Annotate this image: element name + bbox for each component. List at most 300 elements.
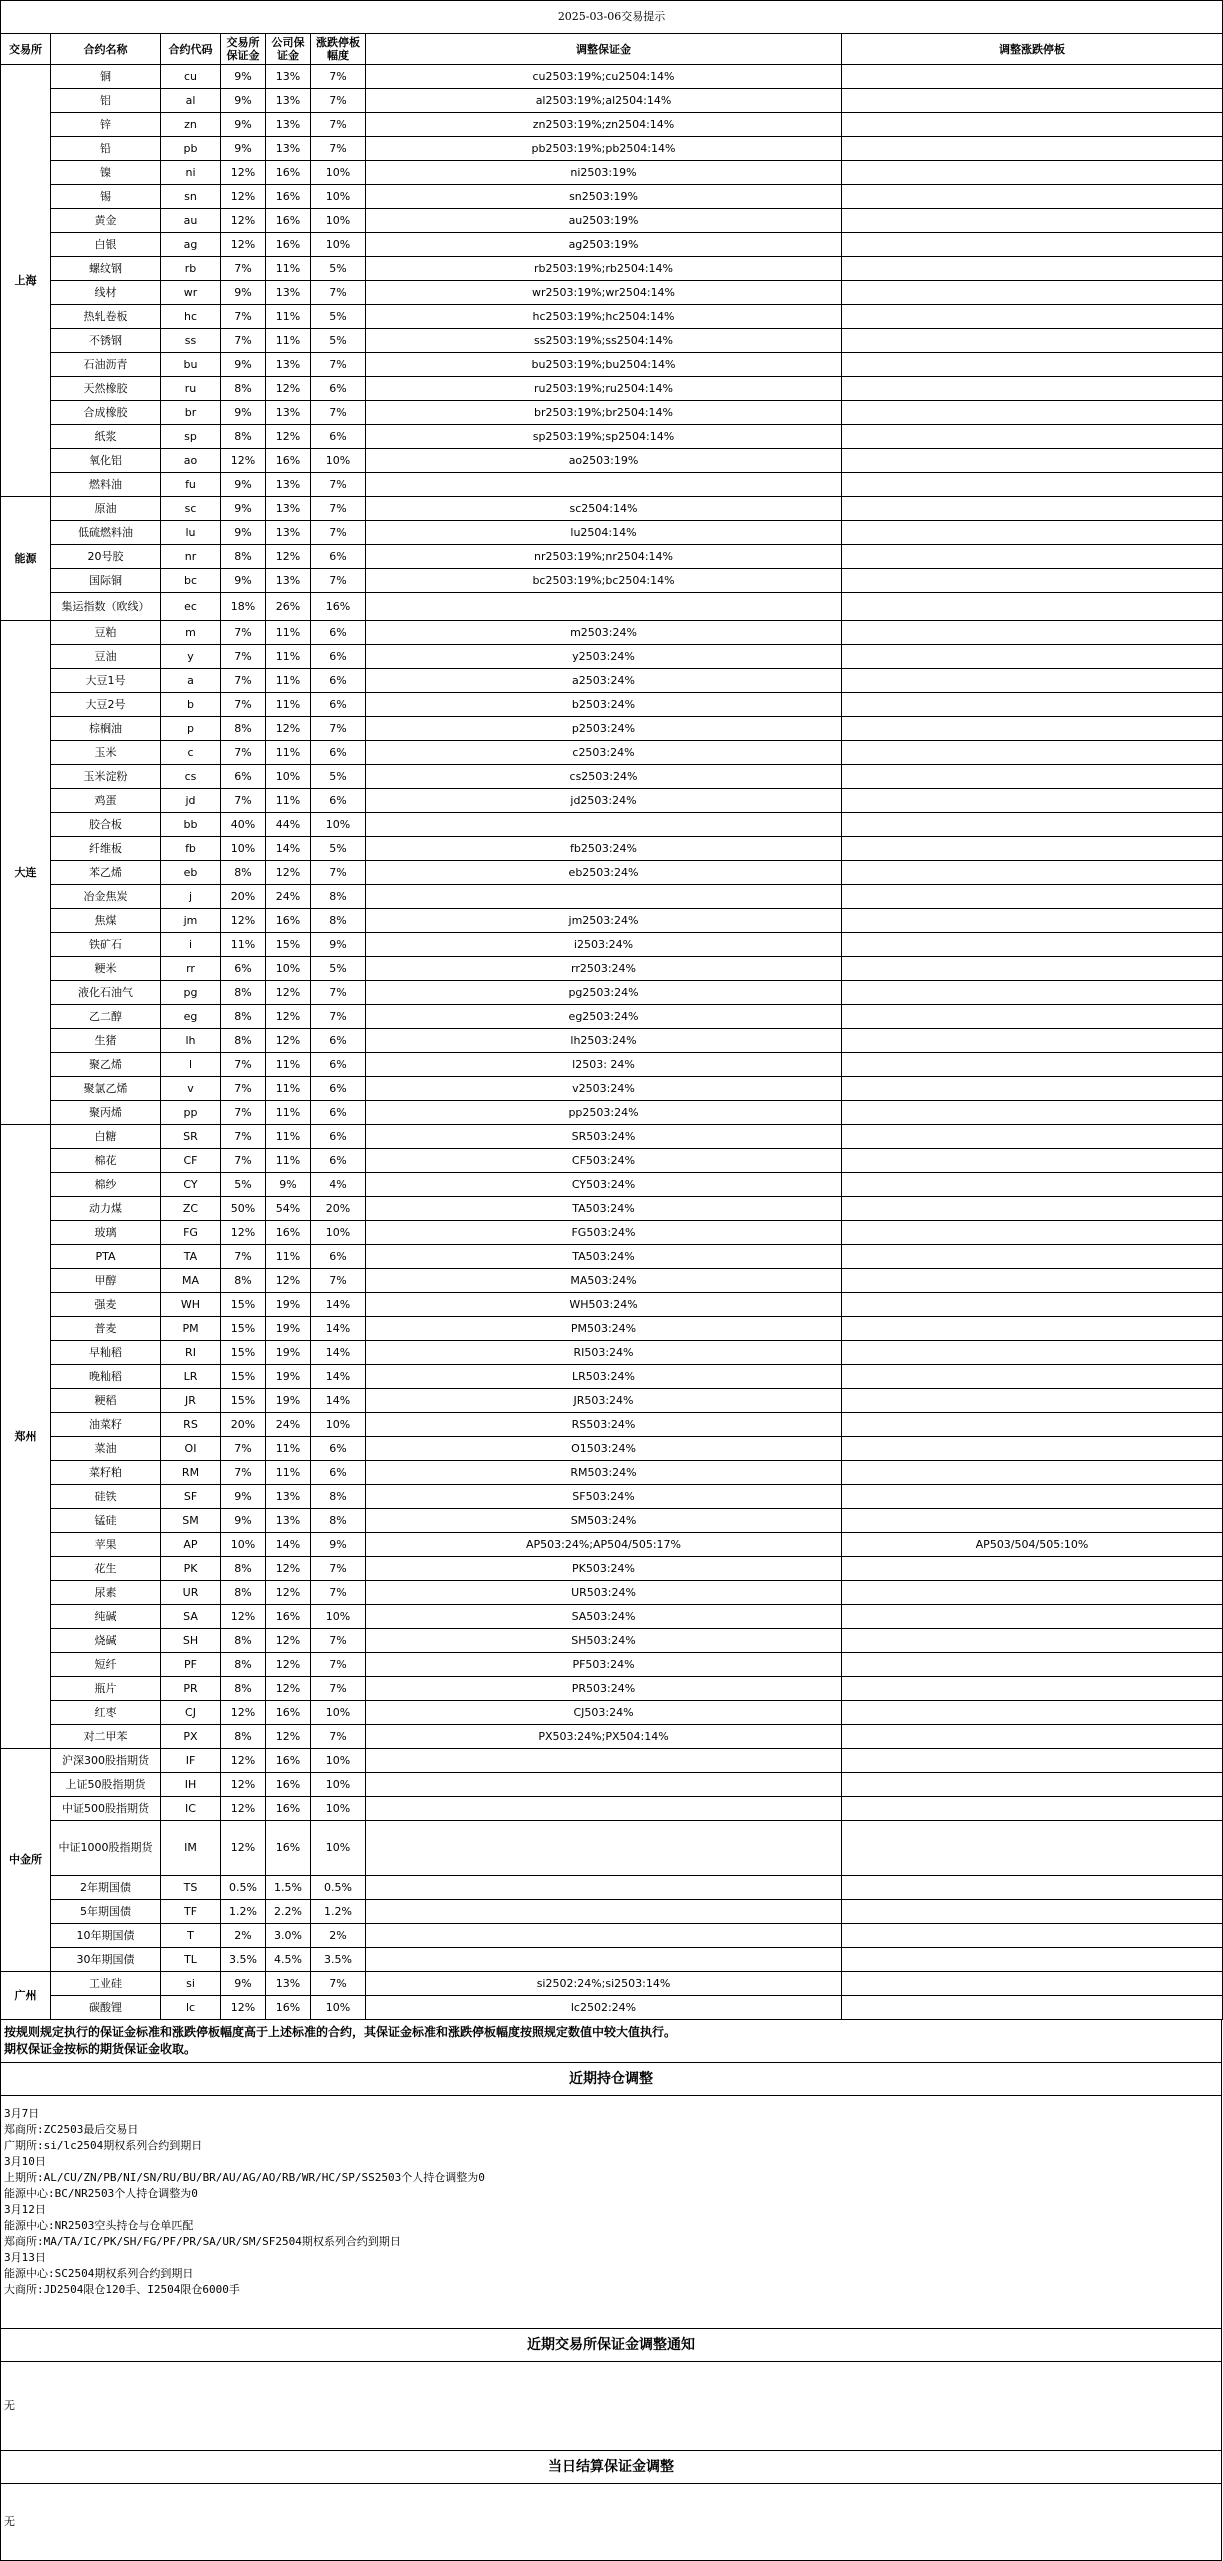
contract-name-cell: 低硫燃料油: [51, 521, 161, 545]
contract-name-cell: 花生: [51, 1557, 161, 1581]
contract-name-cell: 普麦: [51, 1317, 161, 1341]
adjusted-margin-cell: TA503:24%: [366, 1245, 842, 1269]
adjusted-margin-cell: [366, 813, 842, 837]
contract-code-cell: v: [161, 1077, 221, 1101]
exchange-margin-cell: 12%: [221, 1701, 266, 1725]
company-margin-cell: 16%: [266, 185, 311, 209]
price-limit-cell: 7%: [311, 137, 366, 161]
table-row: [1, 401, 1223, 425]
price-limit-cell: 6%: [311, 1125, 366, 1149]
contract-code-cell: j: [161, 885, 221, 909]
adjusted-margin-cell: RI503:24%: [366, 1341, 842, 1365]
contract-code-cell: al: [161, 89, 221, 113]
price-limit-cell: 6%: [311, 693, 366, 717]
exchange-margin-cell: 11%: [221, 933, 266, 957]
table-row: [1, 1077, 1223, 1101]
company-margin-cell: 12%: [266, 981, 311, 1005]
contract-code-cell: cu: [161, 65, 221, 89]
contract-name-cell: 玉米淀粉: [51, 765, 161, 789]
company-margin-cell: 3.0%: [266, 1924, 311, 1948]
price-limit-cell: 2%: [311, 1924, 366, 1948]
adjusted-margin-cell: pg2503:24%: [366, 981, 842, 1005]
adjusted-limit-cell: [842, 717, 1223, 741]
contract-name-cell: 石油沥青: [51, 353, 161, 377]
table-row: [1, 545, 1223, 569]
adjusted-limit-cell: [842, 1317, 1223, 1341]
adjusted-limit-cell: [842, 185, 1223, 209]
exchange-margin-cell: 7%: [221, 1101, 266, 1125]
price-limit-cell: 6%: [311, 1437, 366, 1461]
company-margin-cell: 12%: [266, 717, 311, 741]
adjusted-margin-cell: lu2504:14%: [366, 521, 842, 545]
adjusted-margin-cell: ao2503:19%: [366, 449, 842, 473]
adjusted-limit-cell: [842, 837, 1223, 861]
exchange-margin-cell: 7%: [221, 257, 266, 281]
company-margin-cell: 13%: [266, 401, 311, 425]
exchange-cell: 能源: [1, 497, 51, 621]
exchange-margin-cell: 1.2%: [221, 1900, 266, 1924]
position-adjust-line: 3月10日: [4, 2155, 46, 2168]
contract-code-cell: SM: [161, 1509, 221, 1533]
contract-name-cell: 胶合板: [51, 813, 161, 837]
contract-name-cell: 中证500股指期货: [51, 1797, 161, 1821]
exchange-margin-cell: 6%: [221, 957, 266, 981]
adjusted-limit-cell: [842, 1557, 1223, 1581]
exchange-margin-cell: 8%: [221, 1005, 266, 1029]
exchange-margin-cell: 15%: [221, 1341, 266, 1365]
table-row: [1, 1605, 1223, 1629]
table-row: [1, 669, 1223, 693]
table-row: [1, 1053, 1223, 1077]
adjusted-margin-cell: sp2503:19%;sp2504:14%: [366, 425, 842, 449]
contract-code-cell: AP: [161, 1533, 221, 1557]
price-limit-cell: 9%: [311, 933, 366, 957]
contract-code-cell: IM: [161, 1821, 221, 1876]
adjusted-margin-cell: [366, 885, 842, 909]
adjusted-limit-cell: [842, 1269, 1223, 1293]
adjusted-margin-cell: nr2503:19%;nr2504:14%: [366, 545, 842, 569]
company-margin-cell: 16%: [266, 233, 311, 257]
contract-name-cell: 瓶片: [51, 1677, 161, 1701]
price-limit-cell: 7%: [311, 1005, 366, 1029]
contract-name-cell: 纤维板: [51, 837, 161, 861]
contract-code-cell: TS: [161, 1876, 221, 1900]
table-row: [1, 425, 1223, 449]
price-limit-cell: 7%: [311, 1269, 366, 1293]
contract-code-cell: ec: [161, 593, 221, 621]
exchange-margin-cell: 9%: [221, 1509, 266, 1533]
adjusted-limit-cell: [842, 1221, 1223, 1245]
exchange-margin-cell: 15%: [221, 1365, 266, 1389]
adjusted-limit-cell: [842, 645, 1223, 669]
table-row: [1, 521, 1223, 545]
contract-name-cell: 冶金焦炭: [51, 885, 161, 909]
table-row: [1, 1485, 1223, 1509]
contract-name-cell: 豆粕: [51, 621, 161, 645]
exchange-margin-cell: 8%: [221, 1557, 266, 1581]
adjusted-margin-cell: [366, 593, 842, 621]
company-margin-cell: 16%: [266, 1773, 311, 1797]
exchange-margin-cell: 9%: [221, 401, 266, 425]
price-limit-cell: 10%: [311, 813, 366, 837]
company-margin-cell: 12%: [266, 377, 311, 401]
exchange-margin-cell: 9%: [221, 281, 266, 305]
contract-code-cell: JR: [161, 1389, 221, 1413]
company-margin-cell: 13%: [266, 281, 311, 305]
adjusted-limit-cell: [842, 401, 1223, 425]
price-limit-cell: 7%: [311, 861, 366, 885]
position-adjust-line: 3月7日: [4, 2107, 40, 2120]
adjusted-limit-cell: [842, 209, 1223, 233]
adjusted-limit-cell: [842, 65, 1223, 89]
price-limit-cell: 7%: [311, 473, 366, 497]
company-margin-cell: 13%: [266, 1972, 311, 1996]
contract-code-cell: eb: [161, 861, 221, 885]
table-row: [1, 1197, 1223, 1221]
adjusted-limit-cell: [842, 1821, 1223, 1876]
table-row: [1, 377, 1223, 401]
contract-name-cell: 粳米: [51, 957, 161, 981]
company-margin-cell: 16%: [266, 1821, 311, 1876]
exchange-margin-cell: 9%: [221, 89, 266, 113]
table-row: [1, 1821, 1223, 1876]
company-margin-cell: 11%: [266, 1461, 311, 1485]
contract-code-cell: y: [161, 645, 221, 669]
price-limit-cell: 7%: [311, 1677, 366, 1701]
adjusted-margin-cell: [366, 1797, 842, 1821]
table-row: [1, 885, 1223, 909]
adjusted-margin-cell: bc2503:19%;bc2504:14%: [366, 569, 842, 593]
contract-code-cell: LR: [161, 1365, 221, 1389]
contract-code-cell: lu: [161, 521, 221, 545]
exchange-margin-cell: 8%: [221, 981, 266, 1005]
adjusted-margin-cell: a2503:24%: [366, 669, 842, 693]
contract-name-cell: 碳酸锂: [51, 1996, 161, 2020]
contract-name-cell: 工业硅: [51, 1972, 161, 1996]
exchange-margin-cell: 8%: [221, 1629, 266, 1653]
table-row: [1, 497, 1223, 521]
header-company-margin: 公司保证金: [266, 34, 311, 65]
price-limit-cell: 6%: [311, 1053, 366, 1077]
table-row: [1, 813, 1223, 837]
table-row: [1, 305, 1223, 329]
adjusted-margin-cell: CY503:24%: [366, 1173, 842, 1197]
adjusted-limit-cell: [842, 1197, 1223, 1221]
exchange-margin-cell: 7%: [221, 621, 266, 645]
company-margin-cell: 24%: [266, 885, 311, 909]
contract-name-cell: 线材: [51, 281, 161, 305]
exchange-margin-cell: 7%: [221, 1245, 266, 1269]
contract-name-cell: 菜籽粕: [51, 1461, 161, 1485]
contract-name-cell: 30年期国债: [51, 1948, 161, 1972]
table-row: [1, 1900, 1223, 1924]
settle-margin-title: 当日结算保证金调整: [1, 2450, 1221, 2483]
position-adjust-line: 3月12日: [4, 2203, 46, 2216]
adjusted-margin-cell: p2503:24%: [366, 717, 842, 741]
contract-code-cell: si: [161, 1972, 221, 1996]
table-row: [1, 1029, 1223, 1053]
adjusted-margin-cell: [366, 1924, 842, 1948]
table-row: [1, 1461, 1223, 1485]
contract-name-cell: 锌: [51, 113, 161, 137]
price-limit-cell: 14%: [311, 1341, 366, 1365]
company-margin-cell: 12%: [266, 1581, 311, 1605]
company-margin-cell: 54%: [266, 1197, 311, 1221]
exchange-margin-cell: 15%: [221, 1389, 266, 1413]
exchange-margin-cell: 12%: [221, 449, 266, 473]
contract-code-cell: pg: [161, 981, 221, 1005]
contract-code-cell: SF: [161, 1485, 221, 1509]
contract-name-cell: 聚氯乙烯: [51, 1077, 161, 1101]
exchange-margin-cell: 12%: [221, 1221, 266, 1245]
contract-name-cell: 沪深300股指期货: [51, 1749, 161, 1773]
table-row: [1, 281, 1223, 305]
contract-code-cell: pp: [161, 1101, 221, 1125]
company-margin-cell: 12%: [266, 1677, 311, 1701]
adjusted-margin-cell: rb2503:19%;rb2504:14%: [366, 257, 842, 281]
price-limit-cell: 7%: [311, 353, 366, 377]
contract-code-cell: CY: [161, 1173, 221, 1197]
contract-code-cell: pb: [161, 137, 221, 161]
contract-name-cell: 不锈钢: [51, 329, 161, 353]
price-limit-cell: 6%: [311, 1245, 366, 1269]
price-limit-cell: 8%: [311, 885, 366, 909]
contract-name-cell: 白糖: [51, 1125, 161, 1149]
contract-code-cell: OI: [161, 1437, 221, 1461]
contract-name-cell: 20号胶: [51, 545, 161, 569]
price-limit-cell: 10%: [311, 1773, 366, 1797]
contract-code-cell: l: [161, 1053, 221, 1077]
table-row: [1, 1797, 1223, 1821]
margin-notice-title: 近期交易所保证金调整通知: [1, 2328, 1221, 2361]
table-row: [1, 861, 1223, 885]
adjusted-margin-cell: PM503:24%: [366, 1317, 842, 1341]
exchange-margin-cell: 12%: [221, 161, 266, 185]
price-limit-cell: 3.5%: [311, 1948, 366, 1972]
price-limit-cell: 1.2%: [311, 1900, 366, 1924]
exchange-margin-cell: 12%: [221, 233, 266, 257]
adjusted-limit-cell: [842, 233, 1223, 257]
adjusted-margin-cell: FG503:24%: [366, 1221, 842, 1245]
adjusted-margin-cell: SR503:24%: [366, 1125, 842, 1149]
adjusted-margin-cell: eg2503:24%: [366, 1005, 842, 1029]
contract-name-cell: 国际铜: [51, 569, 161, 593]
table-row: [1, 1725, 1223, 1749]
adjusted-margin-cell: ru2503:19%;ru2504:14%: [366, 377, 842, 401]
contract-name-cell: 集运指数（欧线）: [51, 593, 161, 621]
price-limit-cell: 5%: [311, 765, 366, 789]
adjusted-limit-cell: [842, 1293, 1223, 1317]
company-margin-cell: 12%: [266, 1557, 311, 1581]
contract-name-cell: 苯乙烯: [51, 861, 161, 885]
price-limit-cell: 6%: [311, 1149, 366, 1173]
price-limit-cell: 7%: [311, 569, 366, 593]
adjusted-margin-cell: al2503:19%;al2504:14%: [366, 89, 842, 113]
rule-note-line1: 按规则规定执行的保证金标准和涨跌停板幅度高于上述标准的合约，其保证金标准和涨跌停板幅度按照规定数值中较大值执行。: [4, 2025, 677, 2039]
company-margin-cell: 14%: [266, 837, 311, 861]
table-row: [1, 473, 1223, 497]
notes-section: [0, 2020, 1222, 2561]
table-row: [1, 113, 1223, 137]
adjusted-limit-cell: [842, 1125, 1223, 1149]
exchange-margin-cell: 7%: [221, 1461, 266, 1485]
position-adjust-line: 郑商所:ZC2503最后交易日: [4, 2123, 139, 2136]
contract-name-cell: 5年期国债: [51, 1900, 161, 1924]
contract-name-cell: 棉花: [51, 1149, 161, 1173]
contract-name-cell: 硅铁: [51, 1485, 161, 1509]
table-row: [1, 741, 1223, 765]
contract-code-cell: i: [161, 933, 221, 957]
exchange-margin-cell: 8%: [221, 1653, 266, 1677]
exchange-margin-cell: 2%: [221, 1924, 266, 1948]
adjusted-margin-cell: y2503:24%: [366, 645, 842, 669]
contract-code-cell: CF: [161, 1149, 221, 1173]
table-row: [1, 981, 1223, 1005]
contract-name-cell: 镍: [51, 161, 161, 185]
contract-code-cell: hc: [161, 305, 221, 329]
position-adjust-line: 大商所:JD2504限仓120手、I2504限仓6000手: [4, 2283, 240, 2296]
adjusted-limit-cell: AP503/504/505:10%: [842, 1533, 1223, 1557]
table-row: [1, 1413, 1223, 1437]
company-margin-cell: 12%: [266, 1725, 311, 1749]
contract-name-cell: 中证1000股指期货: [51, 1821, 161, 1876]
table-row: [1, 593, 1223, 621]
contract-code-cell: RM: [161, 1461, 221, 1485]
adjusted-limit-cell: [842, 425, 1223, 449]
exchange-margin-cell: 9%: [221, 113, 266, 137]
exchange-cell: 大连: [1, 621, 51, 1125]
price-limit-cell: 6%: [311, 425, 366, 449]
table-row: [1, 329, 1223, 353]
adjusted-margin-cell: br2503:19%;br2504:14%: [366, 401, 842, 425]
table-row: [1, 1773, 1223, 1797]
exchange-margin-cell: 12%: [221, 185, 266, 209]
price-limit-cell: 14%: [311, 1293, 366, 1317]
price-limit-cell: 7%: [311, 981, 366, 1005]
table-row: [1, 1749, 1223, 1773]
contract-name-cell: 生猪: [51, 1029, 161, 1053]
position-adjust-line: 广期所:si/lc2504期权系列合约到期日: [4, 2139, 203, 2152]
price-limit-cell: 10%: [311, 1797, 366, 1821]
exchange-margin-cell: 40%: [221, 813, 266, 837]
table-row: [1, 1948, 1223, 1972]
company-margin-cell: 11%: [266, 789, 311, 813]
adjusted-limit-cell: [842, 449, 1223, 473]
adjusted-margin-cell: LR503:24%: [366, 1365, 842, 1389]
settle-margin-text: 无: [4, 2515, 15, 2528]
table-row: [1, 1701, 1223, 1725]
exchange-margin-cell: 8%: [221, 1029, 266, 1053]
contract-code-cell: c: [161, 741, 221, 765]
contract-code-cell: sp: [161, 425, 221, 449]
contract-name-cell: 乙二醇: [51, 1005, 161, 1029]
company-margin-cell: 19%: [266, 1341, 311, 1365]
adjusted-margin-cell: hc2503:19%;hc2504:14%: [366, 305, 842, 329]
price-limit-cell: 10%: [311, 1701, 366, 1725]
company-margin-cell: 19%: [266, 1293, 311, 1317]
table-row: [1, 1533, 1223, 1557]
adjusted-margin-cell: sn2503:19%: [366, 185, 842, 209]
company-margin-cell: 11%: [266, 645, 311, 669]
adjusted-limit-cell: [842, 329, 1223, 353]
contract-name-cell: 10年期国债: [51, 1924, 161, 1948]
company-margin-cell: 13%: [266, 569, 311, 593]
adjusted-limit-cell: [842, 497, 1223, 521]
adjusted-limit-cell: [842, 1077, 1223, 1101]
contract-code-cell: CJ: [161, 1701, 221, 1725]
contract-name-cell: PTA: [51, 1245, 161, 1269]
adjusted-margin-cell: pb2503:19%;pb2504:14%: [366, 137, 842, 161]
adjusted-margin-cell: cs2503:24%: [366, 765, 842, 789]
table-row: [1, 765, 1223, 789]
adjusted-limit-cell: [842, 1653, 1223, 1677]
adjusted-margin-cell: b2503:24%: [366, 693, 842, 717]
company-margin-cell: 16%: [266, 209, 311, 233]
exchange-margin-cell: 7%: [221, 1053, 266, 1077]
table-row: [1, 717, 1223, 741]
price-limit-cell: 16%: [311, 593, 366, 621]
table-row: [1, 137, 1223, 161]
adjusted-margin-cell: UR503:24%: [366, 1581, 842, 1605]
adjusted-limit-cell: [842, 305, 1223, 329]
table-row: [1, 1972, 1223, 1996]
company-margin-cell: 11%: [266, 1149, 311, 1173]
price-limit-cell: 0.5%: [311, 1876, 366, 1900]
company-margin-cell: 11%: [266, 669, 311, 693]
adjusted-limit-cell: [842, 1677, 1223, 1701]
adjusted-limit-cell: [842, 1924, 1223, 1948]
contract-name-cell: 晚籼稻: [51, 1365, 161, 1389]
company-margin-cell: 12%: [266, 1269, 311, 1293]
contract-code-cell: TL: [161, 1948, 221, 1972]
table-row: [1, 837, 1223, 861]
table-row: [1, 1101, 1223, 1125]
contract-code-cell: RI: [161, 1341, 221, 1365]
contract-name-cell: 合成橡胶: [51, 401, 161, 425]
contract-code-cell: bc: [161, 569, 221, 593]
adjusted-margin-cell: SM503:24%: [366, 1509, 842, 1533]
table-row: [1, 1629, 1223, 1653]
company-margin-cell: 13%: [266, 473, 311, 497]
adjusted-margin-cell: CF503:24%: [366, 1149, 842, 1173]
adjusted-margin-cell: wr2503:19%;wr2504:14%: [366, 281, 842, 305]
price-limit-cell: 5%: [311, 837, 366, 861]
company-margin-cell: 16%: [266, 1749, 311, 1773]
exchange-margin-cell: 9%: [221, 137, 266, 161]
table-row: [1, 257, 1223, 281]
contract-code-cell: fb: [161, 837, 221, 861]
table-row: [1, 569, 1223, 593]
company-margin-cell: 11%: [266, 1053, 311, 1077]
header-code: 合约代码: [161, 34, 221, 65]
company-margin-cell: 11%: [266, 1245, 311, 1269]
adjusted-limit-cell: [842, 1725, 1223, 1749]
price-limit-cell: 4%: [311, 1173, 366, 1197]
contract-code-cell: m: [161, 621, 221, 645]
contract-name-cell: 对二甲苯: [51, 1725, 161, 1749]
price-limit-cell: 10%: [311, 185, 366, 209]
adjusted-limit-cell: [842, 1005, 1223, 1029]
contract-code-cell: ru: [161, 377, 221, 401]
contract-code-cell: IH: [161, 1773, 221, 1797]
adjusted-limit-cell: [842, 1749, 1223, 1773]
adjusted-limit-cell: [842, 885, 1223, 909]
company-margin-cell: 16%: [266, 1605, 311, 1629]
table-row: [1, 1996, 1223, 2020]
adjusted-margin-cell: si2502:24%;si2503:14%: [366, 1972, 842, 1996]
exchange-margin-cell: 7%: [221, 305, 266, 329]
price-limit-cell: 7%: [311, 497, 366, 521]
